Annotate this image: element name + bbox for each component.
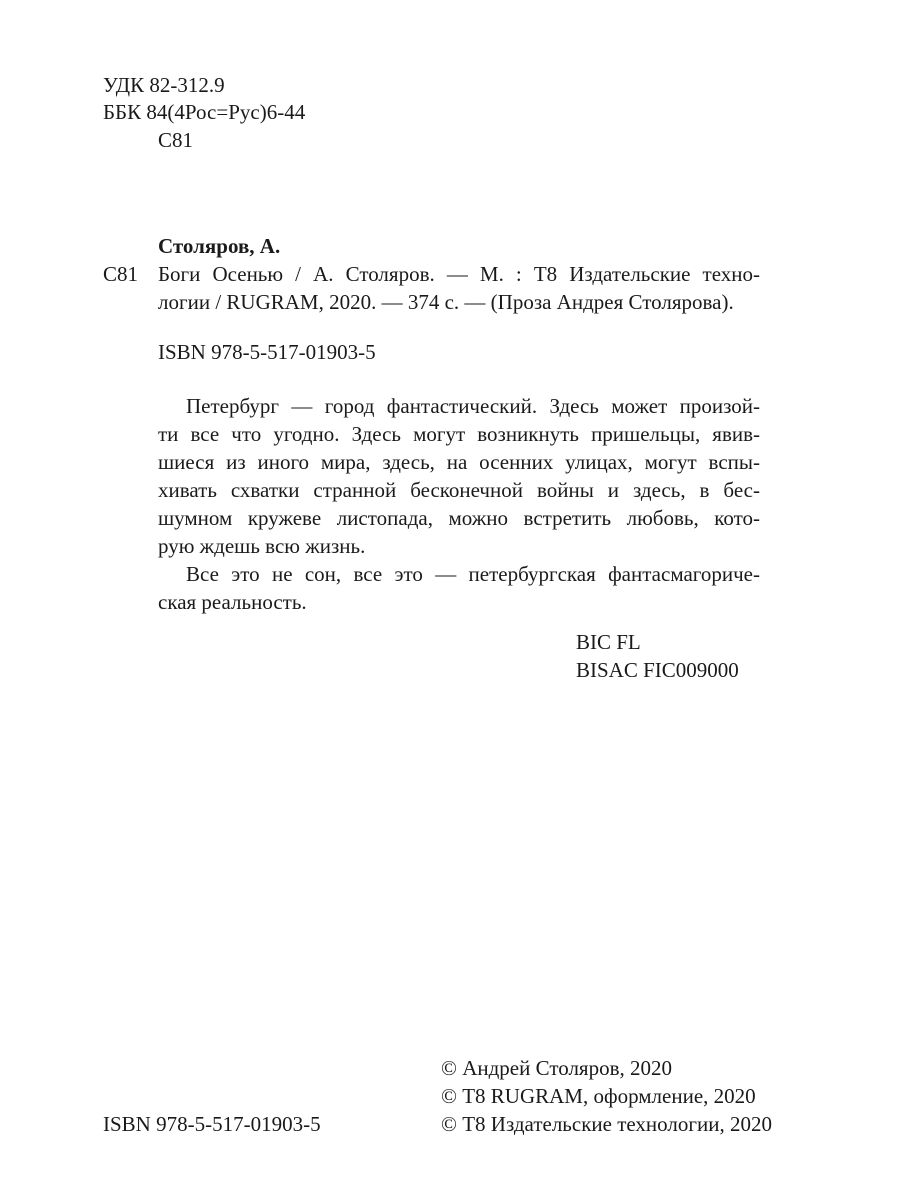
annotation-line: ская реальность. [158, 590, 307, 614]
catalog-author-sign: С81 [103, 262, 139, 286]
copyright-line: © Т8 Издательские технологии, 2020 [441, 1112, 772, 1136]
annotation-line: хивать схватки странной бесконечной войны и здесь, в бес- [158, 478, 760, 502]
annotation-line: шумном кружеве листопада, можно встретить любовь, кото- [158, 506, 760, 530]
bic-code: BIC FL [576, 630, 641, 654]
udk-code: УДК 82-312.9 [103, 73, 225, 97]
author-sign-code: С81 [158, 128, 194, 152]
bbk-code: ББК 84(4Рос=Рус)6-44 [103, 100, 306, 124]
author-name: Столяров, А. [158, 234, 281, 258]
catalog-description-line-1: Боги Осенью / А. Столяров. — М. : Т8 Издательские техно- [158, 262, 760, 286]
footer-isbn: ISBN 978-5-517-01903-5 [103, 1112, 321, 1136]
annotation-line: Петербург — город фантастический. Здесь может произой- [186, 394, 760, 418]
catalog-description-line-2: логии / RUGRAM, 2020. — 374 с. — (Проза Андрея Столярова). [158, 290, 734, 314]
annotation-line: шиеся из иного мира, здесь, на осенних улицах, могут вспы- [158, 450, 760, 474]
isbn: ISBN 978-5-517-01903-5 [158, 340, 376, 364]
annotation-line: ти все что угодно. Здесь могут возникнуть пришельцы, явив- [158, 422, 760, 446]
copyright-line: © Т8 RUGRAM, оформление, 2020 [441, 1084, 756, 1108]
annotation-line: рую ждешь всю жизнь. [158, 534, 366, 558]
annotation-line: Все это не сон, все это — петербургская фантасмагориче- [186, 562, 760, 586]
bisac-code: BISAC FIC009000 [576, 658, 739, 682]
copyright-line: © Андрей Столяров, 2020 [441, 1056, 673, 1080]
